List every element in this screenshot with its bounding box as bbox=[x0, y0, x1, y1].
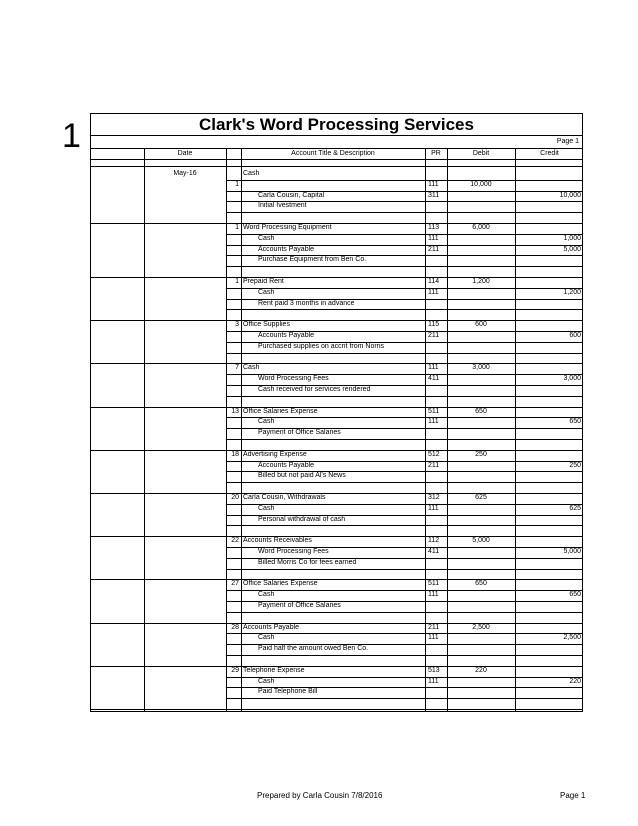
account-title: Cash bbox=[243, 364, 260, 372]
account-title: Office Salaries Expense bbox=[243, 407, 318, 415]
posting-reference bbox=[428, 169, 446, 179]
account-title: Billed but not paid Al's News bbox=[258, 472, 346, 480]
row-rule bbox=[226, 439, 582, 440]
account-title: Carla Cousin, Capital bbox=[258, 191, 325, 199]
posting-reference: 511 bbox=[428, 407, 440, 415]
credit-amount bbox=[515, 363, 581, 373]
credit-amount bbox=[515, 471, 581, 481]
credit-amount bbox=[515, 342, 581, 352]
account-title: Accounts Payable bbox=[258, 245, 315, 253]
posting-reference: 115 bbox=[428, 321, 440, 329]
posting-reference: 511 bbox=[428, 580, 440, 588]
credit-amount bbox=[515, 450, 581, 460]
row-rule bbox=[226, 482, 582, 483]
header-bottom-rule bbox=[91, 159, 582, 160]
posting-reference: 111 bbox=[428, 364, 439, 372]
account-title: Advertising Expense bbox=[243, 450, 307, 458]
posting-reference: 211 bbox=[428, 245, 440, 253]
header-pr: PR bbox=[431, 150, 441, 157]
credit-amount bbox=[515, 623, 581, 633]
account-title: Cash bbox=[258, 418, 275, 426]
page-label: Page 1 bbox=[556, 138, 579, 145]
posting-reference: 513 bbox=[428, 666, 440, 674]
debit-amount bbox=[447, 374, 515, 384]
account-title: Prepaid Rent bbox=[243, 278, 284, 285]
credit-amount bbox=[515, 644, 581, 654]
credit-amount bbox=[515, 601, 581, 611]
journal-month: May-16 bbox=[173, 170, 197, 177]
debit-amount: 1,200 bbox=[472, 278, 490, 285]
column-divider bbox=[241, 148, 242, 711]
account-title: Payment of Office Salaries bbox=[258, 602, 341, 609]
credit-amount: 3,000 bbox=[563, 375, 581, 383]
row-rule bbox=[226, 353, 582, 354]
account-title: Purchased supplies on accnt from Norris bbox=[258, 342, 385, 350]
debit-amount bbox=[447, 601, 515, 611]
credit-amount bbox=[515, 169, 581, 179]
posting-reference: 312 bbox=[428, 494, 440, 501]
account-title: Cash bbox=[258, 234, 275, 242]
account-title: Accounts Payable bbox=[258, 332, 315, 339]
account-title: Paid Telephone Bill bbox=[258, 688, 318, 696]
credit-amount: 650 bbox=[569, 418, 581, 426]
posting-reference: 111 bbox=[428, 634, 439, 642]
credit-amount bbox=[515, 666, 581, 676]
account-title: Initial Ivestment bbox=[258, 202, 307, 210]
debit-amount bbox=[447, 558, 515, 568]
debit-amount bbox=[447, 234, 515, 244]
credit-amount bbox=[515, 320, 581, 330]
credit-amount bbox=[515, 277, 581, 287]
entry-day: 20 bbox=[231, 494, 239, 501]
credit-amount bbox=[515, 428, 581, 438]
row-rule bbox=[226, 569, 582, 570]
credit-amount bbox=[515, 299, 581, 309]
credit-amount bbox=[515, 255, 581, 265]
debit-amount bbox=[447, 504, 515, 514]
account-title: Accounts Payable bbox=[258, 461, 315, 469]
row-rule bbox=[226, 612, 582, 613]
credit-amount bbox=[515, 558, 581, 568]
prepared-by: Prepared by Carla Cousin 7/8/2016 bbox=[257, 791, 383, 800]
debit-amount bbox=[447, 461, 515, 471]
debit-amount: 600 bbox=[475, 321, 487, 329]
debit-amount bbox=[447, 644, 515, 654]
credit-amount bbox=[515, 385, 581, 395]
debit-amount bbox=[447, 385, 515, 395]
credit-amount: 600 bbox=[569, 332, 581, 339]
credit-amount: 220 bbox=[569, 677, 581, 685]
footer-page: Page 1 bbox=[560, 791, 586, 800]
header-spacer-rule bbox=[91, 166, 582, 167]
credit-amount bbox=[515, 223, 581, 233]
credit-amount bbox=[515, 180, 581, 190]
debit-amount bbox=[447, 687, 515, 697]
debit-amount: 2,500 bbox=[472, 623, 490, 631]
credit-amount: 1,000 bbox=[563, 234, 581, 242]
account-title: Cash bbox=[258, 591, 275, 599]
debit-amount: 220 bbox=[475, 666, 487, 674]
posting-reference bbox=[428, 385, 446, 395]
debit-amount bbox=[447, 590, 515, 600]
general-journal-sheet bbox=[90, 113, 583, 712]
posting-reference: 111 bbox=[428, 180, 439, 188]
credit-amount: 10,000 bbox=[559, 191, 581, 199]
posting-reference: 512 bbox=[428, 450, 440, 458]
debit-amount: 250 bbox=[475, 450, 487, 458]
posting-reference: 411 bbox=[428, 375, 440, 383]
row-rule bbox=[226, 309, 582, 310]
credit-amount: 650 bbox=[569, 591, 581, 599]
row-rule bbox=[226, 698, 582, 699]
credit-amount: 2,500 bbox=[563, 634, 581, 642]
credit-amount bbox=[515, 579, 581, 589]
row-rule bbox=[226, 212, 582, 213]
header-top-rule bbox=[91, 148, 582, 149]
posting-reference: 114 bbox=[428, 278, 440, 285]
entry-day: 7 bbox=[235, 364, 239, 372]
credit-amount bbox=[515, 407, 581, 417]
account-title: Rent paid 3 months in advance bbox=[258, 299, 355, 307]
posting-reference: 111 bbox=[428, 234, 439, 242]
credit-amount bbox=[515, 687, 581, 697]
credit-amount: 5,000 bbox=[563, 245, 581, 253]
debit-amount: 650 bbox=[475, 407, 487, 415]
debit-amount bbox=[447, 255, 515, 265]
account-title: Cash bbox=[243, 170, 260, 177]
posting-reference: 111 bbox=[428, 591, 439, 599]
account-title: Office Salaries Expense bbox=[243, 580, 318, 588]
posting-reference: 111 bbox=[428, 418, 439, 426]
entry-day: 1 bbox=[235, 180, 239, 188]
header-debit: Debit bbox=[472, 150, 490, 157]
entry-day: 18 bbox=[231, 450, 239, 458]
posting-reference: 211 bbox=[428, 623, 440, 631]
account-title: Word Processing Fees bbox=[258, 548, 329, 555]
posting-reference: 111 bbox=[428, 504, 439, 512]
debit-amount bbox=[447, 515, 515, 525]
account-title: Carla Cousin, Withdrawals bbox=[243, 494, 326, 501]
debit-amount: 3,000 bbox=[472, 364, 490, 372]
account-title bbox=[243, 180, 424, 190]
header-date: Date bbox=[177, 150, 193, 157]
posting-reference: 112 bbox=[428, 537, 440, 545]
company-title: Clark's Word Processing Services bbox=[91, 114, 582, 136]
row-rule bbox=[226, 396, 582, 397]
entry-day: 27 bbox=[231, 580, 239, 588]
debit-amount: 650 bbox=[475, 580, 487, 588]
posting-reference bbox=[428, 687, 446, 697]
posting-reference bbox=[428, 255, 446, 265]
entry-day: 29 bbox=[231, 666, 239, 674]
posting-reference bbox=[428, 644, 446, 654]
credit-amount: 1,200 bbox=[563, 288, 581, 296]
credit-amount: 625 bbox=[569, 504, 581, 512]
debit-amount: 625 bbox=[475, 494, 487, 501]
account-title: Word Processing Equipment bbox=[243, 224, 332, 231]
posting-reference: 311 bbox=[428, 191, 440, 199]
posting-reference: 111 bbox=[428, 677, 439, 685]
posting-reference: 111 bbox=[428, 288, 439, 296]
entry-day: 22 bbox=[231, 537, 239, 545]
account-title: Accounts Payable bbox=[243, 623, 300, 631]
debit-amount bbox=[447, 417, 515, 427]
header-credit: Credit bbox=[540, 150, 559, 157]
debit-amount bbox=[447, 299, 515, 309]
debit-amount bbox=[447, 331, 515, 341]
debit-amount bbox=[447, 245, 515, 255]
posting-reference bbox=[428, 201, 446, 211]
credit-amount bbox=[515, 201, 581, 211]
entry-day: 13 bbox=[231, 407, 239, 415]
account-title: Office Supplies bbox=[243, 321, 290, 329]
account-title: Cash received for services rendered bbox=[258, 386, 371, 393]
debit-amount: 10,000 bbox=[470, 180, 492, 188]
debit-amount bbox=[447, 288, 515, 298]
posting-reference bbox=[428, 471, 446, 481]
entry-separator-rule bbox=[91, 709, 582, 710]
account-title: Payment of Office Salaries bbox=[258, 429, 341, 437]
posting-reference bbox=[428, 601, 446, 611]
credit-amount bbox=[515, 493, 581, 503]
posting-reference bbox=[428, 299, 446, 309]
account-title: Word Processing Fees bbox=[258, 375, 329, 383]
entry-day: 1 bbox=[235, 278, 239, 285]
account-title: Telephone Expense bbox=[243, 666, 305, 674]
debit-amount bbox=[447, 547, 515, 557]
debit-amount bbox=[447, 201, 515, 211]
account-title: Paid half the amount owed Ben Co. bbox=[258, 645, 369, 653]
account-title: Cash bbox=[258, 634, 275, 642]
row-rule bbox=[226, 266, 582, 267]
posting-reference: 411 bbox=[428, 548, 440, 555]
credit-amount bbox=[515, 515, 581, 525]
debit-amount bbox=[447, 169, 515, 179]
debit-amount: 6,000 bbox=[472, 224, 490, 231]
account-title: Cash bbox=[258, 504, 275, 512]
entry-day: 3 bbox=[235, 321, 239, 329]
posting-reference bbox=[428, 428, 446, 438]
account-title: Billed Morris Co for fees earned bbox=[258, 558, 357, 566]
posting-reference: 211 bbox=[428, 332, 440, 339]
account-title: Accounts Receivables bbox=[243, 537, 312, 545]
account-title: Purchase Equipment from Ben Co. bbox=[258, 256, 367, 264]
column-divider bbox=[144, 148, 145, 711]
debit-amount bbox=[447, 428, 515, 438]
posting-reference bbox=[428, 515, 446, 525]
credit-amount: 5,000 bbox=[563, 548, 581, 555]
posting-reference bbox=[428, 558, 446, 568]
entry-day: 1 bbox=[235, 224, 239, 231]
debit-amount: 5,000 bbox=[472, 537, 490, 545]
posting-reference bbox=[428, 342, 446, 352]
debit-amount bbox=[447, 471, 515, 481]
posting-reference: 211 bbox=[428, 461, 440, 469]
debit-amount bbox=[447, 677, 515, 687]
debit-amount bbox=[447, 191, 515, 201]
debit-amount bbox=[447, 342, 515, 352]
row-rule bbox=[226, 655, 582, 656]
account-title: Cash bbox=[258, 288, 275, 296]
credit-amount: 250 bbox=[569, 461, 581, 469]
page-number-large: 1 bbox=[62, 117, 81, 155]
credit-amount bbox=[515, 536, 581, 546]
debit-amount bbox=[447, 633, 515, 643]
header-account: Account Title & Description bbox=[291, 150, 375, 157]
row-rule bbox=[226, 525, 582, 526]
account-title: Personal withdrawal of cash bbox=[258, 515, 346, 523]
column-divider bbox=[425, 148, 426, 711]
posting-reference: 113 bbox=[428, 224, 440, 231]
account-title: Cash bbox=[258, 677, 275, 685]
entry-day: 28 bbox=[231, 623, 239, 631]
